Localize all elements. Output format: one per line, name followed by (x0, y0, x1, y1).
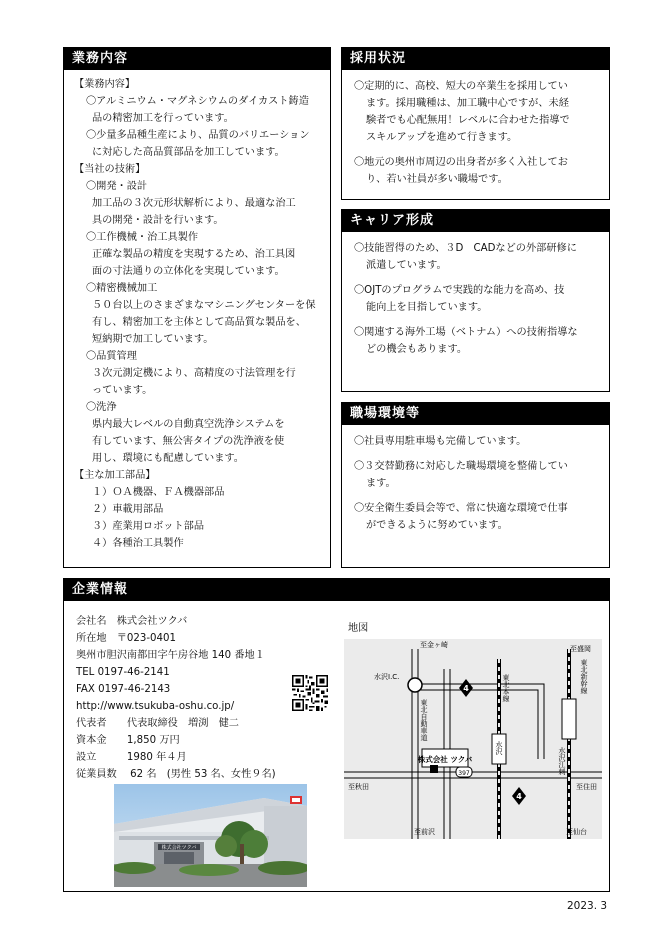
map-mizusawa-ic: 水沢I.C. (374, 673, 400, 681)
recruit-line: ます。採用職種は、加工職中心ですが、未経 (366, 98, 569, 109)
business-line: 〇品質管理 (86, 351, 137, 362)
company-section (63, 578, 610, 892)
business-line: ３）産業用ロボット部品 (92, 521, 205, 532)
route-397-marker: 397 (458, 770, 470, 777)
workplace-line: 〇３交替勤務に対応した職場環境を整備してい (354, 461, 568, 472)
recruit-section (341, 47, 610, 200)
business-line: 正確な製品の精度を実現するため、治工具図 (92, 249, 296, 260)
company-info-row: 設立 1980 年４月 (76, 752, 187, 763)
recruit-body (342, 70, 609, 192)
business-line: 品の精密加工を行っています。 (92, 113, 234, 124)
map-mizusawa-esashi: 水沢江刺 (558, 747, 566, 775)
business-section (63, 47, 331, 568)
factory-photo (114, 784, 307, 887)
recruit-line: 〇定期的に、高校、短大の卒業生を採用してい (354, 81, 568, 92)
recruit-line: 験者でも心配無用！レベルに合わせた指導で (366, 115, 570, 126)
business-line: 【主な加工部品】 (74, 470, 156, 481)
workplace-line: ます。 (366, 478, 396, 489)
career-line: 〇OJTのプログラムで実践的な能力を高め、技 (354, 285, 565, 296)
business-body (64, 70, 330, 556)
recruit-line: り、若い社員が多い職場です。 (366, 174, 508, 185)
business-line: 【業務内容】 (74, 79, 136, 90)
qr-code-icon[interactable] (292, 675, 328, 711)
workplace-line: 〇社員専用駐車場も完備しています。 (354, 436, 527, 447)
map-to-akita: 至秋田 (348, 783, 369, 791)
business-line: 〇工作機械・治工具製作 (86, 232, 199, 243)
business-line: 加工品の３次元形状解析により、最適な治工 (92, 198, 296, 209)
business-line: ４）各種治工具製作 (92, 538, 184, 549)
career-line: どの機会もあります。 (366, 344, 468, 355)
map-mizusawa-station: 水沢 (495, 741, 503, 755)
business-line: 用し、環境にも配慮しています。 (92, 453, 244, 464)
business-line: 面の寸法通りの立体化を実現しています。 (92, 266, 285, 277)
career-line: 〇関連する海外工場（ベトナム）への技術指導な (354, 327, 578, 338)
business-header: 業務内容 (64, 48, 330, 70)
business-line: ５０台以上のさまざまなマシニングセンターを保 (92, 300, 316, 311)
career-line: 派遣しています。 (366, 260, 447, 271)
map-tohoku-line: 東北本線 (502, 674, 510, 702)
map-tohoku-shinkansen: 東北新幹線 (580, 659, 588, 694)
career-header: キャリア形成 (342, 210, 609, 232)
business-line: 有しています、無公害タイプの洗浄液を使 (92, 436, 285, 447)
recruit-header: 採用状況 (342, 48, 609, 70)
career-line: 〇技能習得のため、３D CADなどの外部研修に (354, 243, 577, 254)
business-line: 〇精密機械加工 (86, 283, 158, 294)
business-line: ２）車載用部品 (92, 504, 164, 515)
career-section (341, 209, 610, 392)
company-info-row: TEL 0197-46-2141 (76, 667, 170, 678)
business-line: 〇開発・設計 (86, 181, 148, 192)
workplace-header: 職場環境等 (342, 403, 609, 425)
company-info-row: FAX 0197-46-2143 (76, 684, 171, 695)
map-to-sumita: 至住田 (576, 783, 597, 791)
company-info-row: 所在地 〒023-0401 (76, 633, 176, 644)
workplace-body (342, 425, 609, 538)
map-to-kanegasaki: 至金ヶ崎 (420, 641, 448, 649)
business-line: 有し、精密加工を主体として高品質な製品を、 (92, 317, 306, 328)
map-to-morioka: 至盛岡 (570, 645, 591, 653)
company-url-link[interactable]: http://www.tsukuba-oshu.co.jp/ (76, 701, 235, 712)
business-line: 〇少量多品種生産により、品質のバリエーション (86, 130, 310, 141)
issue-date: 2023. 3 (567, 900, 608, 912)
map-company: 株式会社 ツクバ (417, 755, 473, 764)
map-to-maesawa: 至前沢 (414, 828, 435, 836)
workplace-line: ができるように努めています。 (366, 520, 508, 531)
factory-sign: 株式会社ツクバ (161, 845, 197, 851)
map-label: 地図 (348, 623, 369, 634)
business-line: 〇洗浄 (86, 402, 117, 413)
map-to-sendai: 至仙台 (566, 828, 587, 836)
recruit-line: スキルアップを進めて行きます。 (366, 132, 518, 143)
business-line: 具の開発・設計を行います。 (92, 215, 224, 226)
business-line: 県内最大レベルの自動真空洗浄システムを (92, 419, 285, 430)
business-line: １）ＯＡ機器、ＦＡ機器部品 (92, 487, 225, 498)
recruit-line: 〇地元の奥州市周辺の出身者が多く入社してお (354, 157, 568, 168)
business-line: 〇アルミニウム・マグネシウムのダイカスト鋳造 (86, 96, 309, 107)
company-info-row: 代表者 代表取締役 増渕 健二 (76, 718, 239, 729)
career-body (342, 232, 609, 362)
workplace-line: 〇安全衛生委員会等で、常に快適な環境で仕事 (354, 503, 568, 514)
company-header: 企業情報 (64, 579, 609, 601)
workplace-section (341, 402, 610, 568)
company-info-row: 資本金 1,850 万円 (76, 735, 180, 746)
business-line: 【当社の技術】 (74, 164, 146, 175)
career-line: 能向上を目指しています。 (366, 302, 488, 313)
access-map (344, 639, 602, 839)
map-tohoku-expressway: 東北自動車道 (420, 699, 428, 741)
route-4-marker-north: 4 (463, 684, 469, 693)
business-line: 短納期で加工しています。 (92, 334, 214, 345)
company-info-row: 会社名 株式会社ツクバ (76, 616, 188, 627)
route-4-marker-south: 4 (516, 792, 522, 801)
company-info-row: 従業員数 62 名 (男性 53 名、女性９名) (76, 769, 276, 780)
business-line: ３次元測定機により、高精度の寸法管理を行 (92, 368, 296, 379)
company-info (76, 613, 276, 783)
business-line: っています。 (92, 385, 153, 396)
business-line: に対応した高品質部品を加工しています。 (92, 147, 285, 158)
company-info-row: 奥州市胆沢南都田字午房谷地 140 番地１ (76, 650, 265, 661)
